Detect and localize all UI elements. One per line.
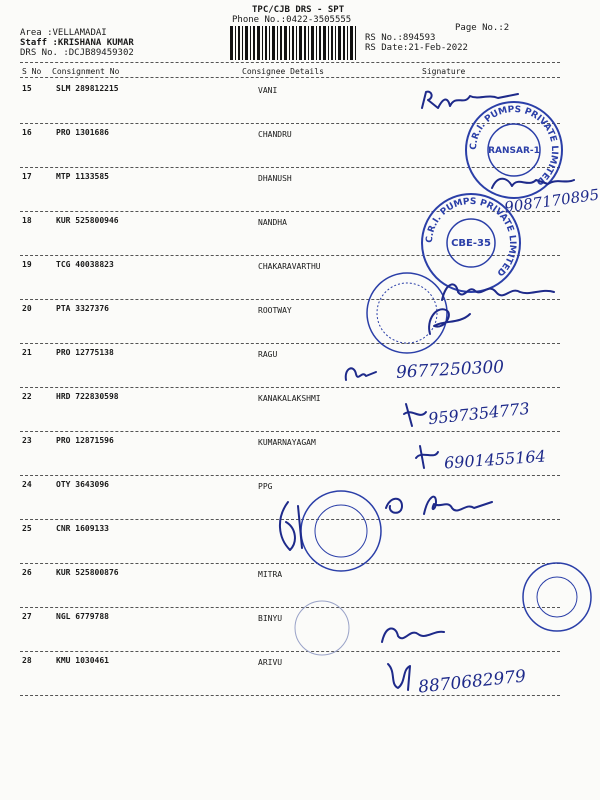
area: Area :VELLAMADAI (20, 28, 107, 38)
signature-row-24 (380, 488, 500, 524)
row-consignment: HRD 722830598 (56, 392, 119, 401)
row-sno: 18 (22, 216, 32, 225)
row-consignee: RAGU (258, 350, 278, 359)
signature-row-23 (412, 442, 442, 472)
row-consignment: KUR 525800946 (56, 216, 119, 225)
row-consignee: ROOTWAY (258, 306, 292, 315)
row-sno: 25 (22, 524, 32, 533)
barcode (230, 26, 356, 60)
stamp-1-center-text: RANSAR-1 (488, 146, 540, 156)
row-sno: 24 (22, 480, 32, 489)
row-sno: 28 (22, 656, 32, 665)
row-consignment: NGL 6779788 (56, 612, 109, 621)
signature-row-20 (420, 300, 480, 340)
row-consignment: PTA 3327376 (56, 304, 109, 313)
rs-date: RS Date:21-Feb-2022 (365, 43, 468, 53)
row-sno: 26 (22, 568, 32, 577)
signature-row-28 (382, 658, 416, 694)
row-consignee: CHANDRU (258, 130, 292, 139)
row-consignee: NANDHA (258, 218, 287, 227)
row-consignment: TCG 40038823 (56, 260, 114, 269)
row-consignee: VANI (258, 86, 278, 95)
page-number: Page No.:2 (455, 23, 510, 33)
row-divider (20, 695, 560, 696)
row-consignee: ARIVU (258, 658, 283, 667)
drs-number: DRS No. :DCJB89459302 (20, 48, 134, 58)
handwritten-phone-22: 9597354773 (427, 398, 531, 429)
col-consignee: Consignee Details (242, 67, 324, 76)
row-consignment: PRO 1301686 (56, 128, 109, 137)
row-sno: 17 (22, 172, 32, 181)
row-consignment: OTY 3643096 (56, 480, 109, 489)
row-consignee: DHANUSH (258, 174, 292, 183)
row-consignment: CNR 1609133 (56, 524, 109, 533)
faded-stamp (292, 598, 352, 658)
rs-number: RS No.:894593 (365, 33, 436, 43)
row-sno: 15 (22, 84, 32, 93)
row-consignee: KANAKALAKSHMI (258, 394, 321, 403)
row-sno: 22 (22, 392, 32, 401)
coimbatore-stamp (520, 560, 594, 634)
row-consignee: PPG (258, 482, 273, 491)
row-sno: 19 (22, 260, 32, 269)
row-sno: 23 (22, 436, 32, 445)
row-consignee: KUMARNAYAGAM (258, 438, 316, 447)
signature-row-22 (400, 400, 430, 430)
row-consignee: MITRA (258, 570, 283, 579)
row-consignee: BINYU (258, 614, 283, 623)
row-consignment: KMU 1030461 (56, 656, 109, 665)
handwritten-phone-28: 8870682979 (417, 666, 527, 698)
header-rule-top (20, 62, 560, 63)
row-sno: 21 (22, 348, 32, 357)
row-sno: 27 (22, 612, 32, 621)
row-consignment: PRO 12775138 (56, 348, 114, 357)
table-row (0, 300, 600, 344)
header-rule-bottom (20, 77, 560, 78)
col-sno: S No (22, 67, 42, 76)
signature-row-21 (340, 360, 380, 386)
row-sno: 16 (22, 128, 32, 137)
signature-row-27 (378, 618, 448, 648)
row-consignment: KUR 525800876 (56, 568, 119, 577)
signature-row-15 (418, 86, 528, 114)
col-consignment: Consignment No (52, 67, 120, 76)
col-signature: Signature (422, 67, 466, 76)
handwritten-phone-17: 9087170895 (503, 185, 600, 217)
phone-number: Phone No.:0422-3505555 (232, 15, 352, 25)
stamp-2-center-text: CBE-35 (451, 238, 491, 249)
document-title: TPC/CJB DRS - SPT (252, 5, 345, 15)
table-row (0, 344, 600, 388)
row-consignment: SLM 289812215 (56, 84, 119, 93)
row-consignment: PRO 12871596 (56, 436, 114, 445)
signature-row-25 (268, 498, 318, 558)
stamp-2-ring-text: C.R.I. PUMPS PRIVATE LIMITED (424, 196, 518, 278)
staff: Staff :KRISHANA KUMAR (20, 38, 134, 48)
handwritten-phone-23: 6901455164 (443, 446, 547, 473)
row-sno: 20 (22, 304, 32, 313)
handwritten-phone-21: 9677250300 (395, 357, 505, 383)
stamp-1-ring-text: C.R.I. PUMPS PRIVATE LIMITED (468, 104, 560, 187)
row-consignment: MTP 1133585 (56, 172, 109, 181)
row-consignee: CHAKARAVARTHU (258, 262, 321, 271)
